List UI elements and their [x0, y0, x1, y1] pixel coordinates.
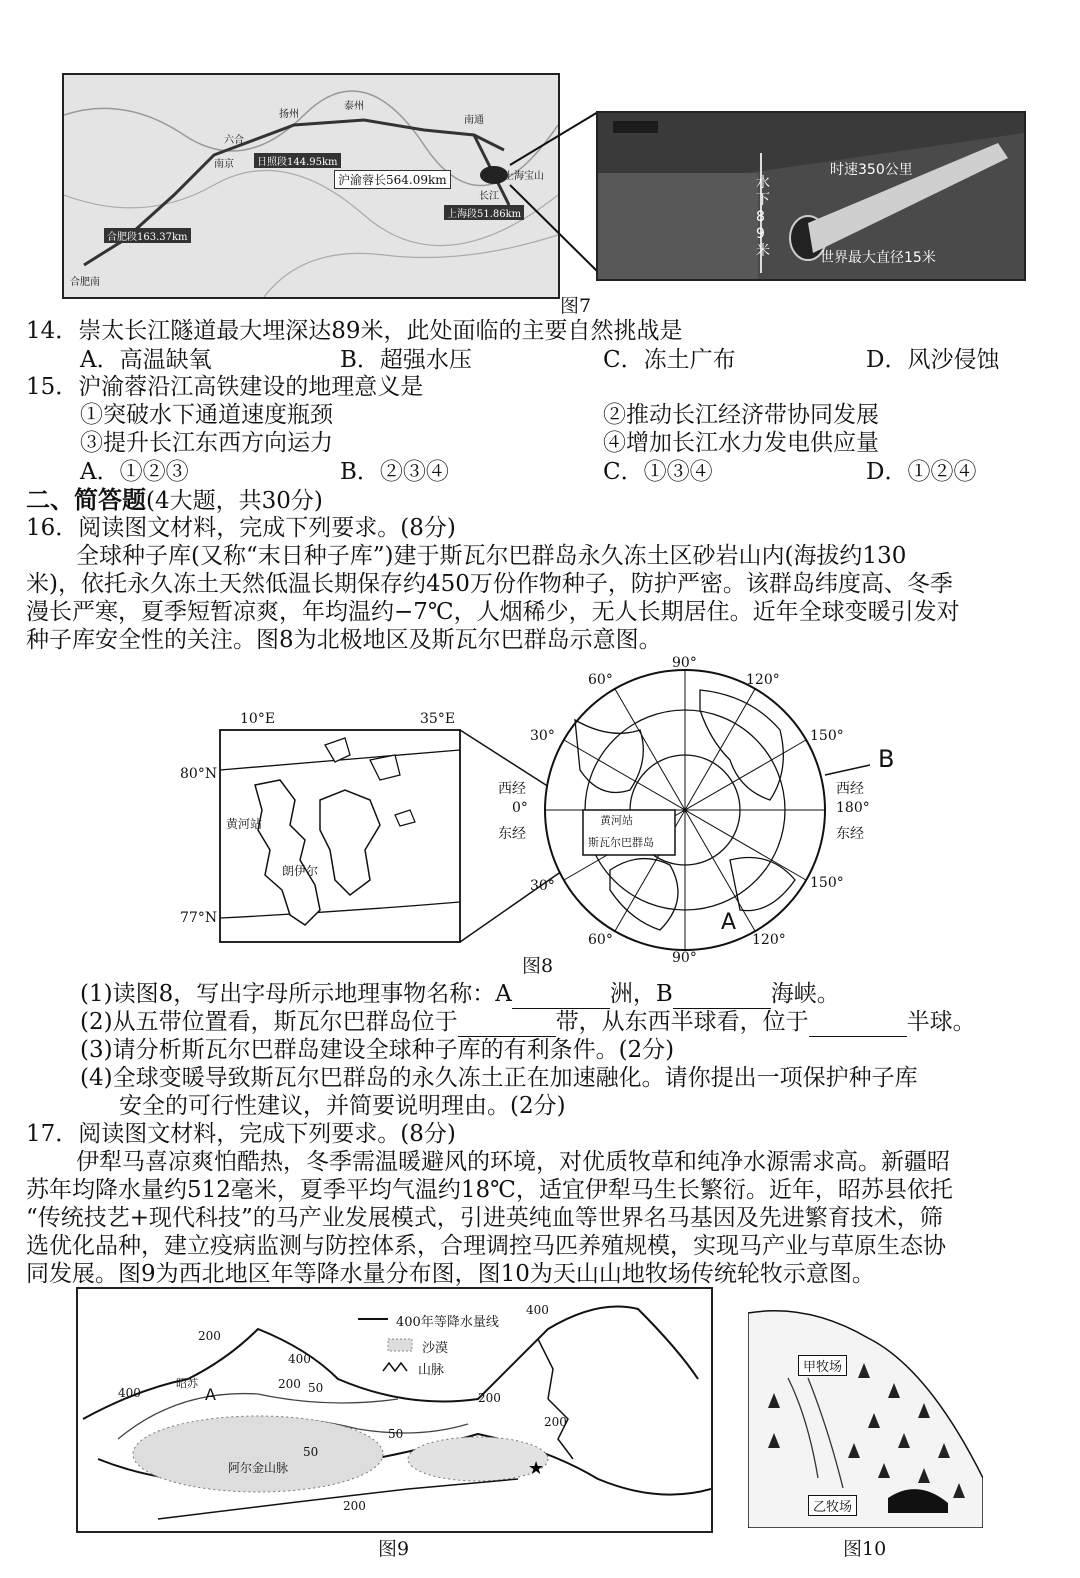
q15-item-4: ④增加长江水力发电供应量: [603, 430, 879, 456]
q14-option-c: C．冻土广布: [603, 347, 736, 373]
fig8-polar-label: 30°: [530, 878, 555, 894]
fig8-polar-label: 西经: [498, 781, 526, 797]
fig9-isoline-label: 200: [343, 1499, 366, 1513]
fig9-isoline-label: 50: [388, 1427, 404, 1441]
q17-para-line: 伊犁马喜凉爽怕酷热，冬季需温暖避风的环境，对优质牧草和纯净水源需求高。新疆昭: [76, 1149, 950, 1175]
fig8-inset-lat1: 80°N: [180, 766, 218, 782]
fig9-map: [76, 1287, 713, 1533]
fig8-inset-lon1: 10°E: [240, 711, 276, 727]
q16-sub4-line2: 安全的可行性建议，并简要说明理由。(2分): [119, 1093, 566, 1119]
fig8-inset-lon2: 35°E: [420, 711, 456, 727]
fig9-isoline-label: 400: [118, 1386, 141, 1400]
fig8-box-label: 斯瓦尔巴群岛: [588, 836, 654, 849]
fig8-polar-label: 30°: [530, 728, 555, 744]
q15-option-c: C．①③④: [603, 459, 713, 485]
fig10-bottom-pasture: 乙牧场: [808, 1495, 857, 1516]
fig8-polar-label: 150°: [810, 728, 844, 744]
fig9-isoline-label: 200: [198, 1329, 221, 1343]
fig9-caption: 图9: [378, 1538, 410, 1560]
q15-option-d: D．①②④: [866, 459, 977, 485]
tunnel-diameter-label: 世界最大直径15米: [820, 250, 936, 266]
q17-para-line: 苏年均降水量约512毫米，夏季平均气温约18℃，适宜伊犁马生长繁衍。近年，昭苏县依托: [26, 1177, 953, 1203]
fig8-polar-label: 120°: [746, 672, 780, 688]
fig8-inset-lat2: 77°N: [180, 910, 218, 926]
q16-para-line: 种子库安全性的关注。图8为北极地区及斯瓦尔巴群岛示意图。: [26, 627, 662, 653]
q15-item-3: ③提升长江东西方向运力: [80, 430, 333, 456]
fig8-letter-a: A: [721, 910, 737, 935]
fig7-city: 扬州: [279, 109, 299, 120]
fig7-city: 长江: [479, 191, 499, 202]
fig8-polar-label: 150°: [810, 875, 844, 891]
answer-blank-hemisphere[interactable]: [809, 1008, 907, 1037]
fig7-city: 上海宝山: [504, 171, 544, 182]
fig10-top-pasture: 甲牧场: [798, 1355, 847, 1376]
fig7-caption: 图7: [560, 295, 592, 317]
answer-blank-zone[interactable]: [458, 1008, 556, 1037]
fig9-isoline-label: 400: [526, 1303, 549, 1317]
q14-option-a: A．高温缺氧: [80, 347, 212, 373]
fig9-legend-line: 400年等降水量线: [396, 1315, 499, 1330]
q17-para-line: 选优化品种，建立疫病监测与防控体系，合理调控马匹养殖规模，实现马产业与草原生态协: [26, 1233, 946, 1259]
q16-sub2-c: 半球。: [906, 1009, 976, 1035]
fig8-inset-place2: 朗伊尔: [282, 864, 319, 878]
fig8-polar-label: 西经: [836, 781, 864, 797]
q14-option-b: B．超强水压: [340, 347, 472, 373]
q15-item-2: ②推动长江经济带协同发展: [603, 402, 879, 428]
q16-sub2-b: 带，从东西半球看，位于: [555, 1009, 809, 1035]
fig7-tunnel-photo: [596, 111, 1026, 281]
fig7-city: 六合: [224, 135, 244, 146]
fig8-graphic: [170, 650, 920, 980]
q17-para-line: “传统技艺+现代科技”的马产业发展模式，引进英纯血等世界名马基因及先进繁育技术，筛: [26, 1205, 943, 1231]
section2-heading: [26, 486, 323, 515]
section2-score: (4大题，共30分): [146, 488, 323, 514]
fig8-polar-label: 东经: [836, 826, 864, 842]
fig8-polar-label: 90°: [672, 950, 697, 966]
svg-text:★: ★: [528, 1458, 545, 1479]
fig7-city: 南京: [214, 159, 234, 170]
q16-sub1: [80, 980, 840, 1009]
section2-title: 二、简答题: [26, 486, 146, 514]
fig7-city: 泰州: [344, 101, 364, 112]
fig8-caption: 图8: [522, 955, 554, 977]
tunnel-depth-label: 水下89米: [756, 175, 770, 259]
q16-sub1-c: 海峡。: [770, 981, 840, 1007]
q16-para-line: 米)，依托永久冻土天然低温长期保存约450万份作物种子，防护严密。该群岛纬度高、冬季: [26, 571, 953, 597]
fig9-mountain-label: 阿尔金山脉: [228, 1461, 289, 1475]
fig9-place-zhaosu: 昭苏: [176, 1377, 198, 1390]
q15-option-b: B．②③④: [340, 459, 449, 485]
fig9-legend-mountain: 山脉: [418, 1363, 445, 1378]
fig10-illustration: [748, 1298, 983, 1528]
fig9-letter-a: A: [205, 1385, 216, 1404]
q17-stem: 17．阅读图文材料，完成下列要求。(8分): [26, 1121, 456, 1147]
q14-option-d: D．风沙侵蚀: [866, 347, 1000, 373]
fig8-polar-label: 60°: [588, 672, 613, 688]
fig9-isoline-label: 200: [544, 1415, 567, 1429]
fig8-polar-label: 120°: [752, 932, 786, 948]
fig8-letter-b: B: [878, 745, 895, 773]
q16-sub4-line1: (4)全球变暖导致斯瓦尔巴群岛的永久冻土正在加速融化。请你提出一项保护种子库: [80, 1065, 918, 1091]
q16-sub2: [80, 1008, 976, 1037]
fig8-polar-label: 60°: [588, 932, 613, 948]
fig9-legend-desert: 沙漠: [422, 1341, 449, 1356]
q16-stem: 16．阅读图文材料，完成下列要求。(8分): [26, 515, 456, 541]
q17-para-line: 同发展。图9为西北地区年等降水量分布图，图10为天山山地牧场传统轮牧示意图。: [26, 1261, 875, 1287]
fig9-isoline-label: 200: [278, 1377, 301, 1391]
q15-item-1: ①突破水下通道速度瓶颈: [80, 402, 333, 428]
q16-para-line: 全球种子库(又称“末日种子库”)建于斯瓦尔巴群岛永久冻土区砂岩山内(海拔约130: [76, 543, 907, 569]
q16-sub1-b: 洲，B: [609, 981, 673, 1007]
fig7-seg1-label: 日照段144.95km: [254, 153, 341, 168]
fig8-polar-label: 90°: [672, 655, 697, 671]
fig8-polar-label: 0°: [512, 800, 528, 816]
fig9-isoline-label: 50: [303, 1445, 319, 1459]
tunnel-speed-label: 时速350公里: [830, 162, 913, 178]
fig7-city: 南通: [464, 115, 484, 126]
fig9-isoline-label: 50: [308, 1381, 324, 1395]
fig7-city: 合肥南: [70, 277, 100, 288]
fig10-caption: 图10: [843, 1538, 887, 1560]
fig7-seg2-label: 上海段51.86km: [444, 205, 524, 220]
q16-para-line: 漫长严寒，夏季短暂凉爽，年均温约−7℃，人烟稀少，无人长期居住。近年全球变暖引发对: [26, 599, 960, 625]
answer-blank-b[interactable]: [673, 980, 771, 1009]
fig8-polar-label: 180°: [836, 800, 870, 816]
fig9-isoline-label: 200: [478, 1391, 501, 1405]
q16-sub2-a: (2)从五带位置看，斯瓦尔巴群岛位于: [80, 1009, 458, 1035]
q15-stem: 15．沪渝蓉沿江高铁建设的地理意义是: [26, 374, 424, 400]
fig8-polar-label: 东经: [498, 826, 526, 842]
q14-stem: 14．崇太长江隧道最大埋深达89米，此处面临的主要自然挑战是: [26, 318, 683, 344]
fig7-seg3-label: 合肥段163.37km: [104, 228, 191, 243]
answer-blank-a[interactable]: [512, 980, 610, 1009]
fig8-box-label: 黄河站: [600, 814, 633, 827]
q16-sub3: (3)请分析斯瓦尔巴群岛建设全球种子库的有利条件。(2分): [80, 1037, 675, 1063]
fig9-isoline-label: 400: [288, 1352, 311, 1366]
fig7-total-length-label: 沪渝蓉长564.09km: [334, 170, 451, 189]
fig8-inset-place1: 黄河站: [226, 817, 263, 831]
q16-sub1-a: (1)读图8，写出字母所示地理事物名称：A: [80, 981, 512, 1007]
q15-option-a: A．①②③: [80, 459, 189, 485]
